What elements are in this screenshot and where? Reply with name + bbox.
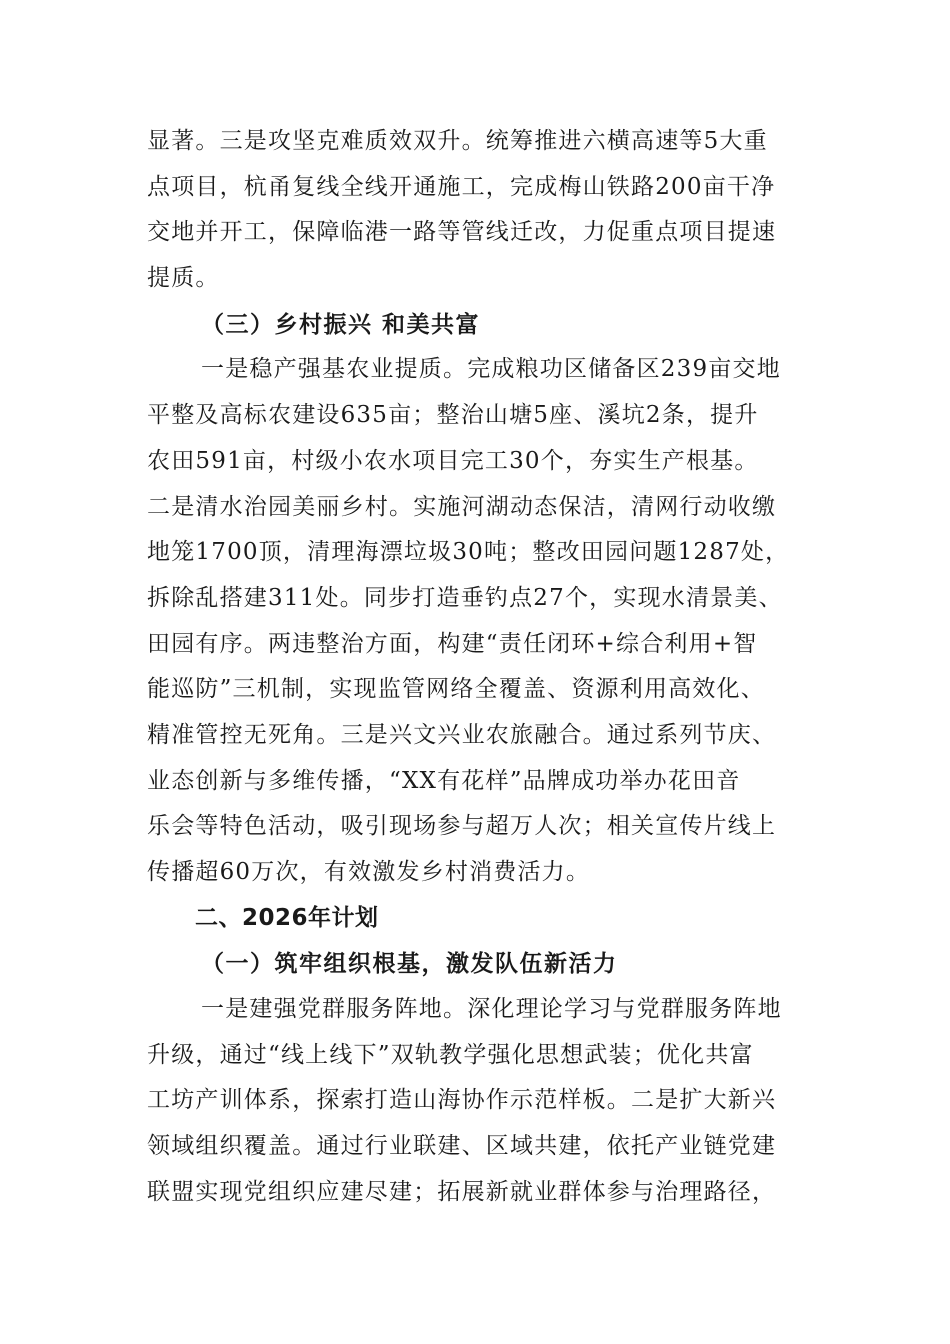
section-heading: 二、2026年计划	[195, 904, 379, 931]
paragraph-line: 业态创新与多维传播，“XX有花样”品牌成功举办花田音	[147, 767, 741, 794]
paragraph-line: 精准管控无死角。三是兴文兴业农旅融合。通过系列节庆、	[147, 721, 777, 748]
paragraph-line: 联盟实现党组织应建尽建；拓展新就业群体参与治理路径，	[147, 1178, 777, 1205]
section-subheading: （三）乡村振兴 和美共富	[201, 310, 481, 338]
paragraph-line: 交地并开工，保障临港一路等管线迁改，力促重点项目提速	[147, 219, 777, 246]
paragraph-line: 提质。	[147, 265, 220, 292]
paragraph-line: 能巡防”三机制，实现监管网络全覆盖、资源利用高效化、	[147, 676, 765, 703]
document-body	[147, 119, 827, 1216]
paragraph-line: 农田591亩，村级小农水项目完工30个，夯实生产根基。	[147, 447, 759, 474]
paragraph-line: 传播超60万次，有效激发乡村消费活力。	[147, 859, 591, 885]
paragraph-line: 一是稳产强基农业提质。完成粮功区储备区239亩交地	[201, 356, 781, 383]
paragraph-line: 平整及高标农建设635亩；整治山塘5座、溪坑2条，提升	[147, 402, 759, 429]
paragraph-line: 领域组织覆盖。通过行业联建、区域共建，依托产业链党建	[147, 1133, 777, 1160]
section-subheading: （一）筑牢组织根基，激发队伍新活力	[201, 950, 618, 978]
paragraph-line: 拆除乱搭建311处。同步打造垂钓点27个，实现水清景美、	[147, 584, 783, 611]
paragraph-line: 点项目，杭甬复线全线开通施工，完成梅山铁路200亩干净	[147, 173, 776, 200]
paragraph-line: 显著。三是攻坚克难质效双升。统筹推进六横高速等5大重	[147, 128, 768, 154]
paragraph-line: 地笼1700顶，清理海漂垃圾30吨；整改田园问题1287处，	[147, 539, 790, 566]
paragraph-line: 一是建强党群服务阵地。深化理论学习与党群服务阵地	[201, 996, 782, 1023]
paragraph-line: 升级，通过“线上线下”双轨教学强化思想武装；优化共富	[147, 1041, 754, 1068]
paragraph-line: 工坊产训体系，探索打造山海协作示范样板。二是扩大新兴	[147, 1087, 777, 1114]
paragraph-line: 二是清水治园美丽乡村。实施河湖动态保洁，清网行动收缴	[147, 493, 777, 520]
paragraph-line: 乐会等特色活动，吸引现场参与超万人次；相关宣传片线上	[147, 813, 777, 840]
paragraph-line: 田园有序。两违整治方面，构建“责任闭环+综合利用+智	[147, 630, 758, 657]
